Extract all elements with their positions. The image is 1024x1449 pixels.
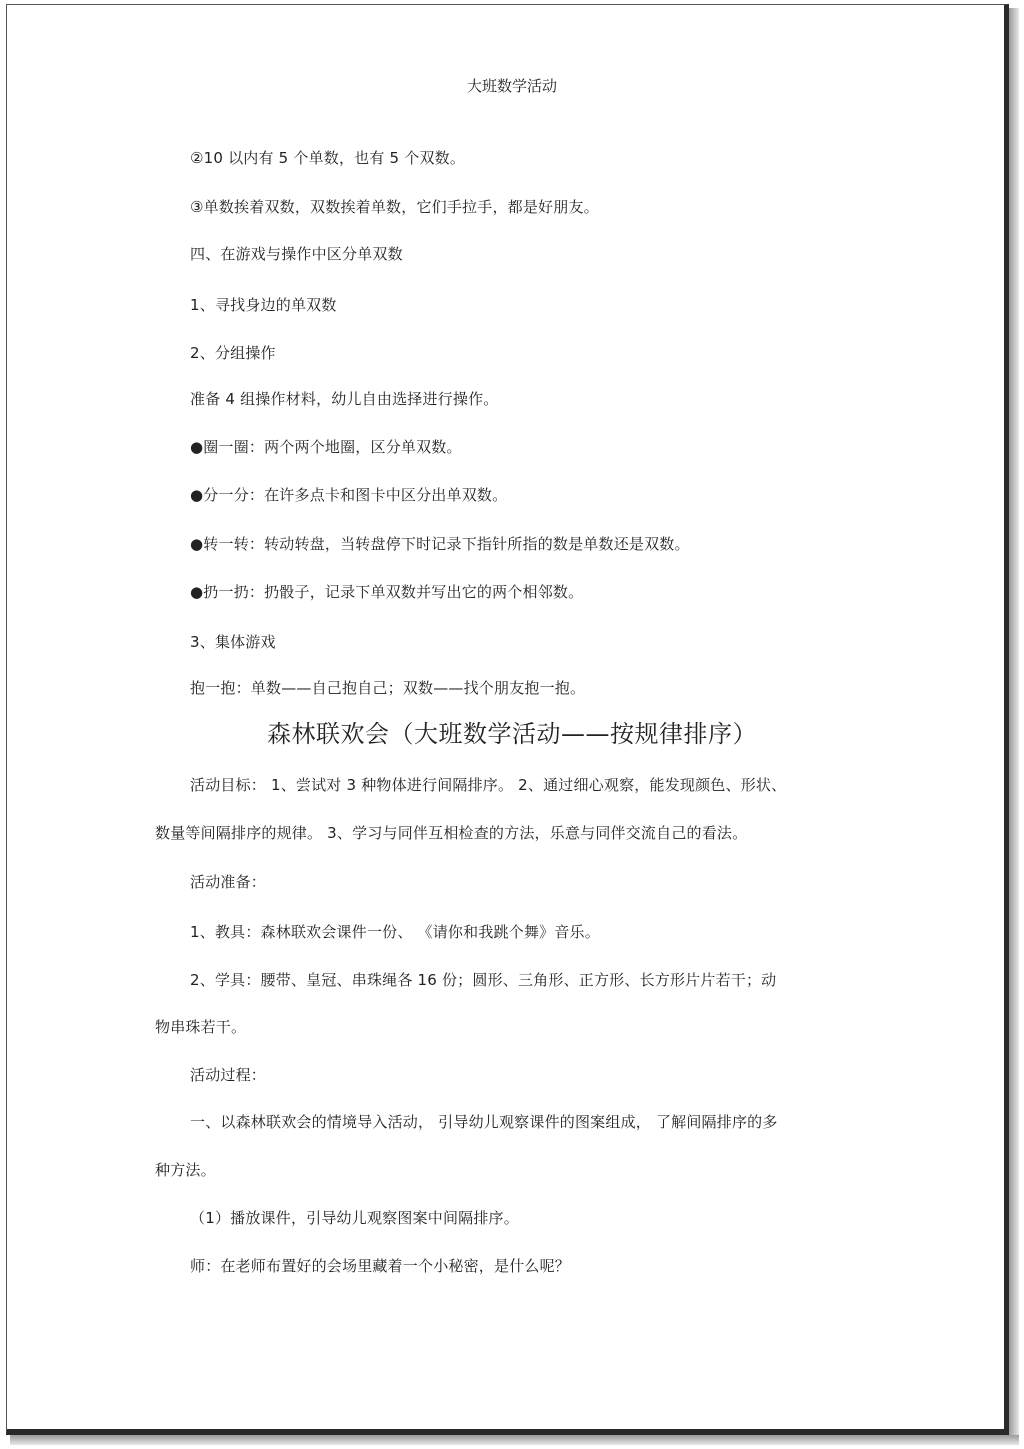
list-item: ●转一转：转动转盘，当转盘停下时记录下指针所指的数是单数还是双数。 bbox=[190, 535, 690, 553]
text-line: 抱一抱：单数——自己抱自己；双数——找个朋友抱一抱。 bbox=[190, 679, 586, 697]
text-line: 物串珠若干。 bbox=[155, 1018, 247, 1036]
text-line: 四、在游戏与操作中区分单双数 bbox=[190, 245, 403, 263]
list-item: ●圈一圈：两个两个地圈，区分单双数。 bbox=[190, 438, 462, 456]
text-line: 活动目标： 1、尝试对 3 种物体进行间隔排序。 2、通过细心观察，能发现颜色、形状、 bbox=[190, 776, 787, 794]
text-line: 数量等间隔排序的规律。 3、学习与同伴互相检查的方法，乐意与同伴交流自己的看法。 bbox=[155, 824, 748, 842]
text-line: 3、集体游戏 bbox=[190, 633, 276, 651]
text-line: 1、教具：森林联欢会课件一份、 《请你和我跳个舞》音乐。 bbox=[190, 923, 600, 941]
text-line: ③单数挨着双数，双数挨着单数，它们手拉手，都是好朋友。 bbox=[190, 198, 599, 216]
list-item: ●分一分：在许多点卡和图卡中区分出单双数。 bbox=[190, 486, 508, 504]
text-line: ②10 以内有 5 个单数，也有 5 个双数。 bbox=[190, 149, 466, 167]
text-line: 活动过程： bbox=[190, 1066, 267, 1084]
text-line: （1）播放课件，引导幼儿观察图案中间隔排序。 bbox=[190, 1209, 519, 1227]
text-line: 1、寻找身边的单双数 bbox=[190, 296, 337, 314]
text-line: 活动准备： bbox=[190, 873, 267, 891]
text-line: 2、分组操作 bbox=[190, 344, 276, 362]
page-header: 大班数学活动 bbox=[466, 77, 557, 95]
section-title: 森林联欢会（大班数学活动——按规律排序） bbox=[267, 720, 757, 748]
text-line: 种方法。 bbox=[155, 1161, 216, 1179]
text-line: 准备 4 组操作材料，幼儿自由选择进行操作。 bbox=[190, 390, 499, 408]
text-line: 师：在老师布置好的会场里藏着一个小秘密，是什么呢？ bbox=[190, 1257, 571, 1275]
text-line: 2、学具：腰带、皇冠、串珠绳各 16 份；圆形、三角形、正方形、长方形片片若干；动 bbox=[190, 971, 777, 989]
page-shadow-bottom bbox=[10, 1435, 1019, 1445]
text-line: 一、以森林联欢会的情境导入活动， 引导幼儿观察课件的图案组成， 了解间隔排序的多 bbox=[190, 1113, 778, 1131]
list-item: ●扔一扔：扔骰子，记录下单双数并写出它的两个相邻数。 bbox=[190, 583, 584, 601]
